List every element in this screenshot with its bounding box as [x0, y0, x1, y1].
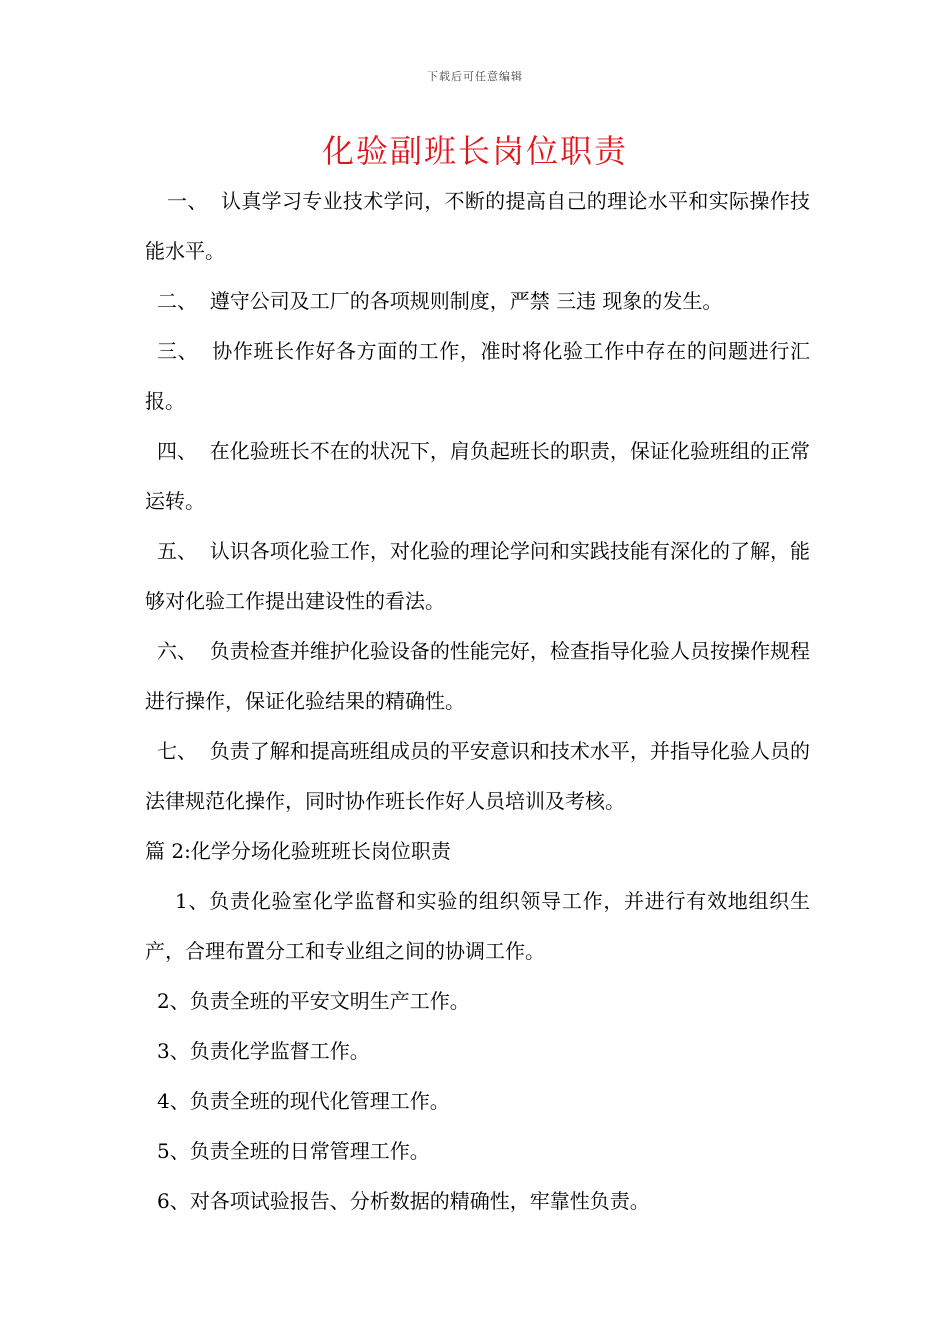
duty-item-6 — [145, 626, 810, 726]
item-text: 协作班长作好各方面的工作，准时将化验工作中存在的问题进行汇报。 — [145, 339, 810, 413]
item-text: 负责全班的平安文明生产工作。 — [189, 989, 470, 1013]
section2-item-4 — [145, 1076, 810, 1126]
header-note: 下载后可任意编辑 — [427, 70, 523, 83]
duty-item-3 — [145, 326, 810, 426]
duty-item-1 — [145, 176, 810, 276]
item-text: 遵守公司及工厂的各项规则制度，严禁 三违 现象的发生。 — [209, 289, 723, 313]
section2-item-5 — [145, 1126, 810, 1176]
duty-item-4 — [145, 426, 810, 526]
item-text: 负责全班的日常管理工作。 — [189, 1139, 430, 1163]
section-heading: 篇 2:化学分场化验班班长岗位职责 — [145, 839, 451, 863]
section2-item-1 — [145, 876, 810, 976]
item-text: 负责检查并维护化验设备的性能完好，检查指导化验人员按操作规程进行操作，保证化验结果的精确性。 — [145, 639, 810, 713]
item-number: 3、 — [157, 1039, 190, 1063]
item-number: 二、 — [157, 289, 210, 313]
item-text: 负责化验室化学监督和实验的组织领导工作，并进行有效地组织生产，合理布置分工和专业组之间的协调工作。 — [145, 889, 810, 963]
duty-item-2 — [145, 276, 810, 326]
item-number: 六、 — [157, 639, 210, 663]
item-text: 认识各项化验工作，对化验的理论学问和实践技能有深化的了解，能够对化验工作提出建设性的看法。 — [145, 539, 810, 613]
duty-item-5 — [145, 526, 810, 626]
item-number: 2、 — [157, 989, 190, 1013]
item-text: 在化验班长不在的状况下，肩负起班长的职责，保证化验班组的正常运转。 — [145, 439, 810, 513]
item-number: 四、 — [157, 439, 210, 463]
item-text: 负责全班的现代化管理工作。 — [189, 1089, 450, 1113]
item-number: 七、 — [157, 739, 210, 763]
section2-item-2 — [145, 976, 810, 1026]
item-number: 三、 — [157, 339, 213, 363]
item-number: 5、 — [157, 1139, 190, 1163]
page-title: 化验副班长岗位职责 — [321, 132, 628, 170]
section2-item-3 — [145, 1026, 810, 1076]
document-body — [145, 176, 810, 1226]
item-number: 1、 — [175, 889, 210, 913]
item-text: 负责化学监督工作。 — [189, 1039, 370, 1063]
section2-item-6 — [145, 1176, 810, 1226]
item-text: 对各项试验报告、分析数据的精确性，牢靠性负责。 — [189, 1189, 650, 1213]
item-number: 一、 — [167, 189, 221, 213]
item-number: 6、 — [157, 1189, 190, 1213]
item-text: 认真学习专业技术学问，不断的提高自己的理论水平和实际操作技能水平。 — [145, 189, 810, 263]
item-text: 负责了解和提高班组成员的平安意识和技术水平，并指导化验人员的法律规范化操作，同时协作班长作好人员培训及考核。 — [145, 739, 810, 813]
item-number: 五、 — [157, 539, 210, 563]
item-number: 4、 — [157, 1089, 190, 1113]
duty-item-7 — [145, 726, 810, 826]
